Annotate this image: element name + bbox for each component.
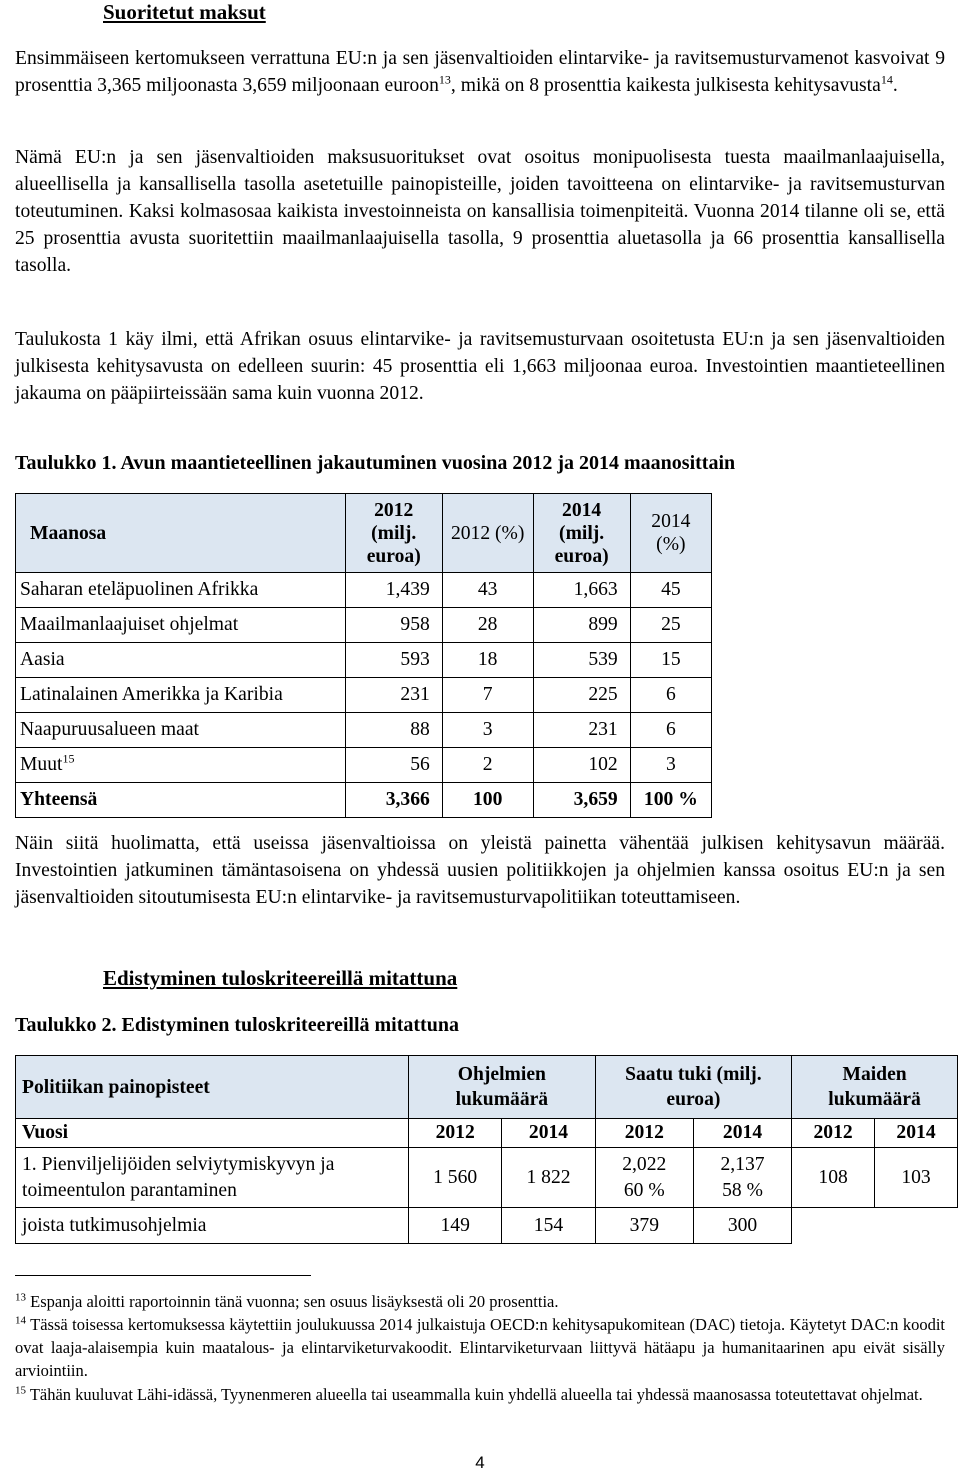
table1-cell-label: Maailmanlaajuiset ohjelmat — [16, 608, 346, 643]
table1-cell-label: Saharan eteläpuolinen Afrikka — [16, 573, 346, 608]
footnote-text: Tähän kuuluvat Lähi-idässä, Tyynenmeren alueella tai useammalla kuin yhdellä alueella tai yhdessä maanosassa toteutettavat ohjelmat. — [29, 1385, 923, 1404]
table-row — [16, 713, 712, 748]
table1-header-continent: Maanosa — [16, 494, 346, 573]
table1-cell: 1,439 — [345, 573, 442, 608]
table-row — [16, 643, 712, 678]
table2-cell: 1 560 — [409, 1148, 502, 1208]
table1-cell-label: Naapuruusalueen maat — [16, 713, 346, 748]
table1-total-cell: 100 — [442, 783, 533, 818]
table1-header-2012-eur: 2012 (milj. euroa) — [345, 494, 442, 573]
table2-header-support: Saatu tuki (milj. euroa) — [595, 1056, 791, 1119]
table1-cell: 231 — [533, 713, 630, 748]
table2-row-label: joista tutkimusohjelmia — [16, 1208, 409, 1244]
table1-total-label: Yhteensä — [16, 783, 346, 818]
table1-cell: 18 — [442, 643, 533, 678]
table1-total-cell: 100 % — [630, 783, 711, 818]
table2-header-row — [16, 1056, 958, 1119]
table1-cell: 56 — [345, 748, 442, 783]
table-row — [16, 748, 712, 783]
footnote-14 — [15, 1313, 945, 1382]
table2-row-label: 1. Pienviljelijöiden selviytymiskyvyn ja toimeentulon parantaminen — [16, 1148, 409, 1208]
paragraph-2: Nämä EU:n ja sen jäsenvaltioiden maksusuoritukset ovat osoitus monipuolisesta tuesta maailmanlaajuisella, alueellisella ja kansallisella tasolla asetetuille painopisteille, joiden tavoitteena on elintarvike- ja ravitsemusturvan toteutuminen. Kaksi kolmasosaa kaikista investoinneista on kansallisia toimenpiteitä. Vuonna 2014 tilanne oli se, että 25 prosenttia avusta suoritettiin maailmanlaajuisella tasolla, 9 prosenttia aluetasolla ja 66 prosenttia kansallisella tasolla. — [15, 147, 945, 276]
table2-year: 2012 — [792, 1119, 875, 1148]
table-row — [16, 608, 712, 643]
paragraph-1 — [15, 45, 945, 99]
table2-year: 2014 — [693, 1119, 791, 1148]
muut-label: Muut — [20, 754, 63, 775]
paragraph-3: Taulukosta 1 käy ilmi, että Afrikan osuus elintarvike- ja ravitsemusturvaan osoitetusta EU:n ja sen jäsenvaltioiden julkisesta kehitysavusta on edelleen suurin: 45 prosenttia eli 1,663 miljoonaa euroa. Investointien maantieteellinen jakauma on pääpiirteissään sama kuin vuonna 2012. — [15, 329, 945, 404]
para1-text: Ensimmäiseen kertomukseen verrattuna EU:n ja sen jäsenvaltioiden elintarvike- ja ravitsemusturvamenot kasvoivat 9 prosenttia 3,365 miljoonasta 3,659 miljoonaan euroon — [15, 48, 945, 96]
footnote-number: 15 — [15, 1384, 26, 1397]
table1-cell: 231 — [345, 678, 442, 713]
table1-cell: 225 — [533, 678, 630, 713]
table1-cell: 15 — [630, 643, 711, 678]
footnote-ref-15: 15 — [62, 751, 75, 766]
paragraph-4: Näin siitä huolimatta, että useissa jäsenvaltioissa on yleistä painetta vähentää julkisen kehitysavun määrää. Investointien jatkuminen tämäntasoisena on yhdessä uusien politiikkojen ja ohjelmien kanssa osoitus EU:n ja sen jäsenvaltioiden sitoutumisesta EU:n elintarvike- ja ravitsemusturvapolitiikan toteuttamiseen. — [15, 833, 945, 908]
footnote-separator — [15, 1275, 311, 1276]
table-row — [16, 678, 712, 713]
table-2 — [15, 1055, 958, 1244]
table2-year: 2012 — [409, 1119, 502, 1148]
table1-cell: 45 — [630, 573, 711, 608]
table1-header-row — [16, 494, 712, 573]
table1-cell: 539 — [533, 643, 630, 678]
footnote-15 — [15, 1383, 945, 1406]
table2-year: 2012 — [595, 1119, 693, 1148]
table2-year: 2014 — [502, 1119, 595, 1148]
table1-header-2014-pct: 2014 (%) — [630, 494, 711, 573]
table2-cell: 1 822 — [502, 1148, 595, 1208]
table2-cell: 300 — [693, 1208, 791, 1244]
table1-cell: 593 — [345, 643, 442, 678]
table1-cell: 6 — [630, 678, 711, 713]
table1-cell: 25 — [630, 608, 711, 643]
table1-cell: 3 — [630, 748, 711, 783]
table2-cell: 103 — [875, 1148, 958, 1208]
table1-total-cell: 3,366 — [345, 783, 442, 818]
table-row — [16, 573, 712, 608]
footnote-ref-14: 14 — [880, 72, 893, 87]
table1-cell-label — [16, 748, 346, 783]
para1-end: . — [892, 75, 898, 96]
table1-total-cell: 3,659 — [533, 783, 630, 818]
table2-cell: 108 — [792, 1148, 875, 1208]
table2-cell-empty — [792, 1208, 875, 1244]
table2-cell: 379 — [595, 1208, 693, 1244]
section-title-progress: Edistyminen tuloskriteereillä mitattuna — [103, 966, 458, 990]
table1-cell: 2 — [442, 748, 533, 783]
table1-cell-label: Latinalainen Amerikka ja Karibia — [16, 678, 346, 713]
table1-cell: 899 — [533, 608, 630, 643]
table2-cell — [595, 1148, 693, 1208]
table1-header-2014-eur: 2014 (milj. euroa) — [533, 494, 630, 573]
table2-cell-amount: 2,022 — [622, 1153, 667, 1175]
table1-caption: Taulukko 1. Avun maantieteellinen jakautuminen vuosina 2012 ja 2014 maanosittain — [15, 452, 736, 474]
table2-year: 2014 — [875, 1119, 958, 1148]
table2-header-programs: Ohjelmien lukumäärä — [409, 1056, 596, 1119]
table2-year-row — [16, 1119, 958, 1148]
footnote-13 — [15, 1290, 945, 1313]
table1-cell: 28 — [442, 608, 533, 643]
table1-cell: 88 — [345, 713, 442, 748]
table2-cell-amount: 2,137 — [720, 1153, 765, 1175]
table1-cell: 958 — [345, 608, 442, 643]
table-1 — [15, 493, 712, 818]
table1-cell: 102 — [533, 748, 630, 783]
footnote-text: Espanja aloitti raportoinnin tänä vuonna; sen osuus lisäyksestä oli 20 prosenttia. — [30, 1292, 559, 1311]
section-title-payments: Suoritetut maksut — [103, 0, 266, 24]
page-number: 4 — [475, 1453, 485, 1472]
table2-cell: 149 — [409, 1208, 502, 1244]
table2-cell — [693, 1148, 791, 1208]
table1-header-2012-pct: 2012 (%) — [442, 494, 533, 573]
table2-cell-empty — [875, 1208, 958, 1244]
table1-cell: 7 — [442, 678, 533, 713]
table2-header-countries: Maiden lukumäärä — [792, 1056, 958, 1119]
para1-cont: , mikä on 8 prosenttia kaikesta julkisesta kehitysavusta — [450, 75, 881, 96]
table1-cell: 43 — [442, 573, 533, 608]
table1-total-row — [16, 783, 712, 818]
table2-cell-pct: 60 % — [623, 1179, 665, 1201]
table2-year-label: Vuosi — [16, 1119, 409, 1148]
table-row — [16, 1208, 958, 1244]
footnote-ref-13: 13 — [438, 72, 451, 87]
footnote-number: 14 — [15, 1314, 26, 1327]
footnote-number: 13 — [15, 1291, 26, 1304]
table2-cell: 154 — [502, 1208, 595, 1244]
table1-cell: 3 — [442, 713, 533, 748]
table1-cell: 1,663 — [533, 573, 630, 608]
table1-cell: 6 — [630, 713, 711, 748]
table-row — [16, 1148, 958, 1208]
table2-cell-pct: 58 % — [722, 1179, 763, 1201]
table1-cell-label: Aasia — [16, 643, 346, 678]
table2-caption: Taulukko 2. Edistyminen tuloskriteereillä mitattuna — [15, 1014, 459, 1036]
footnote-text: Tässä toisessa kertomuksessa käytettiin joulukuussa 2014 julkaistuja OECD:n kehitysapukomitean (DAC) tietoja. Käytetyt DAC:n koodit ovat laaja-alaisempia kuin maatalous- ja elintarviketurvakoodit. Elintarviketurvaan liittyvä hätäapu ja humanitaarinen apu eivät sisälly arviointiin. — [15, 1315, 945, 1380]
table2-header-policy: Politiikan painopisteet — [16, 1056, 409, 1119]
